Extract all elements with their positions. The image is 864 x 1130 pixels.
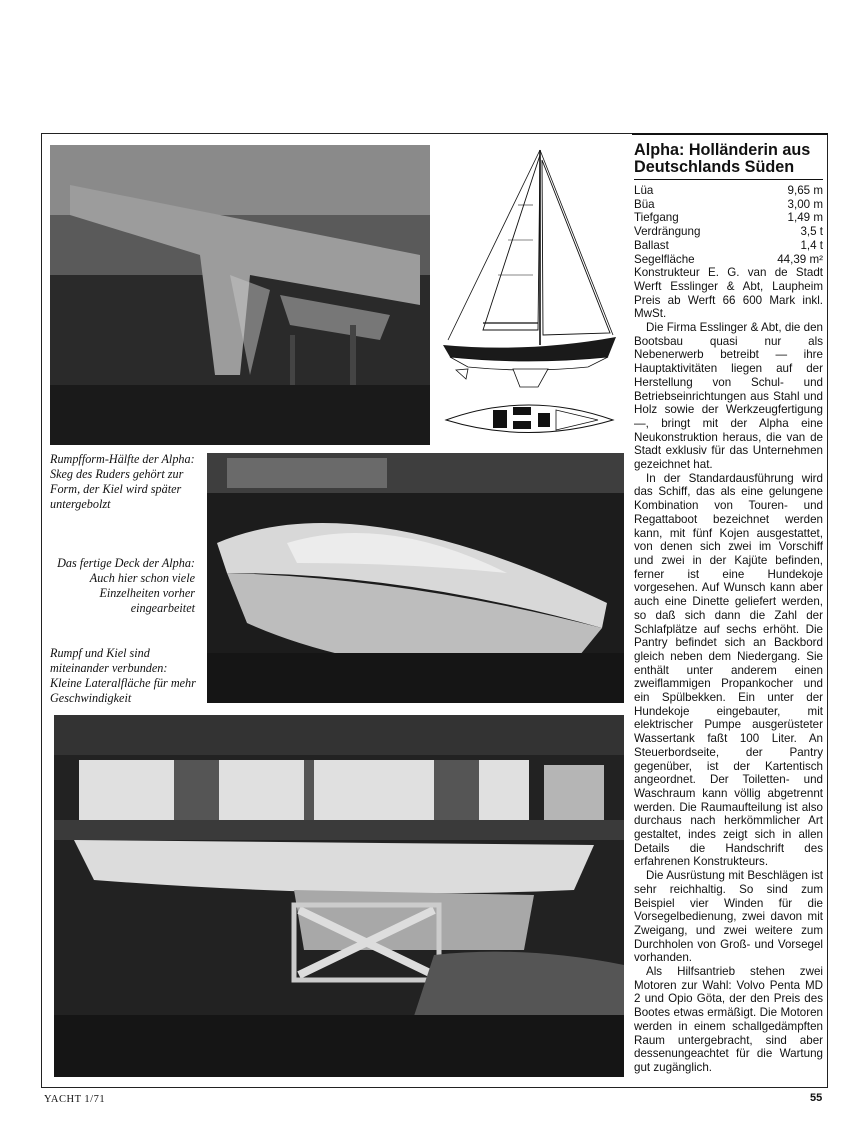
spec-row: Ballast 1,4 t <box>634 238 823 252</box>
article-column <box>634 142 823 1075</box>
spec-list <box>634 184 823 266</box>
article-paragraph: In der Standardausführung wird das Schiff, das als eine gelungene Kombination von Touren- und Regattaboot bezeichnet werden kann, mit fünf Kojen ausgestattet, von denen sich zwei im Vorschiff und zwei in der Kajüte befinden, ferner ist eine Hundekoje vorgesehen. Auf Wunsch kann aber auch eine Dinette geliefert werden, so daß sich dann die Zahl der Schlafplätze auf sechs erhöht. Die Pantry befindet sich an Backbord gleich neben dem Niedergang. Sie enthält unter anderem einen zweiflammigen Propankocher und ein Spülbekken. Ein unter der Hundekoje eingebauter, mit elektrischer Pumpe ausgerüsteter Wassertank faßt 100 Liter. An Steuerbordseite, der Pantry gegenüber, ist der Kartentisch angeordnet. Der Toiletten- und Waschraum kann völlig abgetrennt werden. Die Raumaufteilung ist also durchaus nach herkömmlicher Art gestaltet, indes zeigt sich in allen Details die Handschrift des erfahrenen Konstrukteurs. <box>634 471 823 869</box>
article-paragraph: Als Hilfsantrieb stehen zwei Motoren zur Wahl: Volvo Penta MD 2 und Opio Göta, der den Preis des Bootes etwas ermäßigt. Die Motoren werden in einem schallgedämpften Raum untergebracht, sind aber dessenungeachtet für die Wartung gut zugänglich. <box>634 965 823 1074</box>
page-number: 55 <box>810 1092 823 1104</box>
article-paragraph: Die Ausrüstung mit Beschlägen ist sehr reichhaltig. So sind zum Beispiel vier Winden für die Vorsegelbedienung, zwei davon mit Zweigang, und zwei weitere zum Durchholen von Groß- und Vorsegel vorhanden. <box>634 869 823 965</box>
spec-row: Verdrängung 3,5 t <box>634 225 823 239</box>
sidebar-top-rule <box>632 133 828 135</box>
photo-finished-deck <box>207 453 624 703</box>
spec-row: Büa 3,00 m <box>634 197 823 211</box>
spec-row: Segelfläche 44,39 m² <box>634 252 823 266</box>
caption-mold-half: Rumpfform-Hälfte der Alpha: Skeg des Ruders gehört zur Form, der Kiel wird später untergebolzt <box>50 452 195 511</box>
spec-row: Lüa 9,65 m <box>634 184 823 197</box>
magazine-issue: YACHT 1/71 <box>44 1094 106 1105</box>
caption-finished-deck: Das fertige Deck der Alpha: Auch hier schon viele Einzelheiten vorher eingearbeitet <box>57 556 195 615</box>
article-paragraph: Die Firma Esslinger & Abt, die den Bootsbau quasi nur als Nebenerwerb betreibt — ihre Hauptaktivitäten liegen auf der Herstellung von Schul- und Betriebseinrichtungen aus Stahl und Holz sowie der Werkzeugfertigung —, bringt mit der Alpha eine Neukonstruktion heraus, die van de Stadt exklusiv für das Unternehmen gezeichnet hat. <box>634 321 823 472</box>
article-title: Alpha: Holländerin aus Deutschlands Süden <box>634 142 823 180</box>
caption-hull-keel: Rumpf und Kiel sind miteinander verbunden: Kleine Lateralfläche für mehr Geschwindigkeit <box>50 646 196 705</box>
sail-plan-drawing <box>438 145 618 455</box>
spec-row: Tiefgang 1,49 m <box>634 211 823 225</box>
photo-hull-keel <box>54 715 624 1077</box>
photo-mold-half <box>50 145 430 445</box>
article-intro: Konstrukteur E. G. van de Stadt Werft Esslinger & Abt, Laupheim Preis ab Werft 66 600 Mark inkl. MwSt. <box>634 266 823 321</box>
